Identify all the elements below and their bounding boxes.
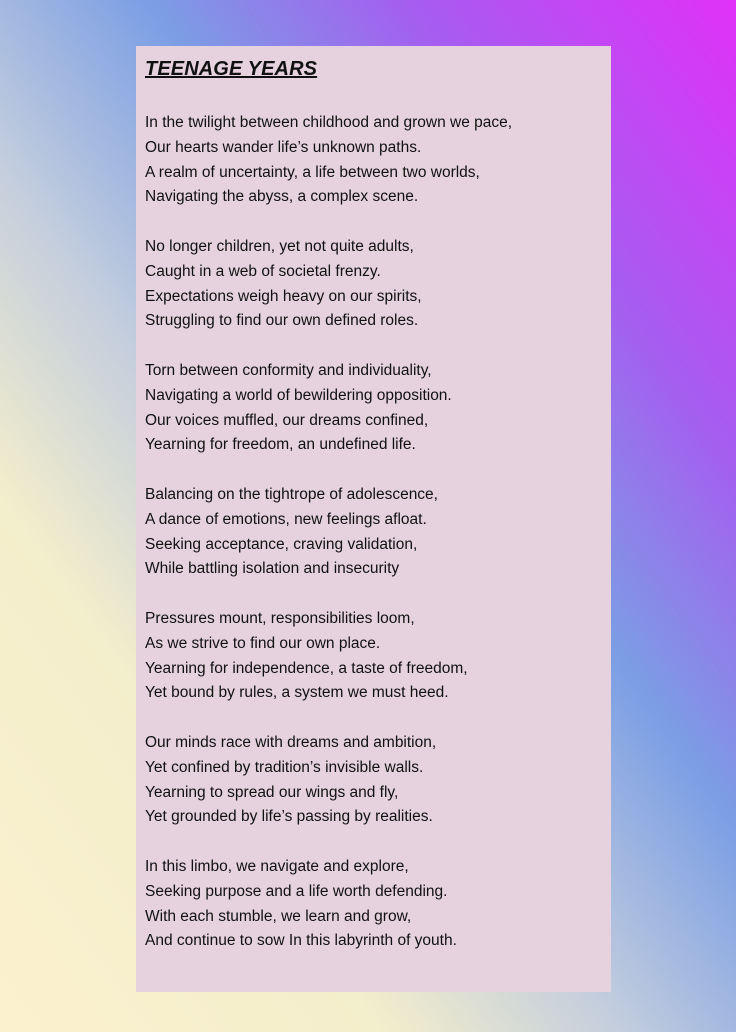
stanza: [145, 855, 611, 954]
poem-line: A dance of emotions, new feelings afloat.: [145, 510, 427, 528]
poem-line: Yet confined by tradition’s invisible walls.: [145, 758, 424, 776]
poem-line: Yet grounded by life’s passing by realities.: [145, 808, 433, 826]
poem-line: In this limbo, we navigate and explore,: [145, 857, 409, 875]
poem-line: Struggling to find our own defined roles.: [145, 312, 419, 330]
poem-line: A realm of uncertainty, a life between two worlds,: [145, 163, 480, 181]
poem-line: As we strive to find our own place.: [145, 634, 381, 652]
poem-line: Seeking purpose and a life worth defending.: [145, 882, 448, 900]
poem-line: No longer children, yet not quite adults,: [145, 237, 414, 255]
poem-line: Yearning to spread our wings and fly,: [145, 783, 399, 801]
poem-line: Torn between conformity and individuality,: [145, 361, 432, 379]
poem-line: Navigating the abyss, a complex scene.: [145, 188, 419, 206]
poem-title: TEENAGE YEARS: [145, 58, 318, 80]
poem-line: Yet bound by rules, a system we must heed.: [145, 684, 449, 702]
poem-line: Seeking acceptance, craving validation,: [145, 535, 418, 553]
poem-line: And continue to sow In this labyrinth of youth.: [145, 932, 457, 950]
poem-line: In the twilight between childhood and grown we pace,: [145, 114, 513, 131]
poem-line: Pressures mount, responsibilities loom,: [145, 609, 415, 627]
stanza: [145, 359, 611, 458]
poem-line: Yearning for freedom, an undefined life.: [145, 436, 416, 454]
poem-line: Our minds race with dreams and ambition,: [145, 733, 437, 751]
poem-line: Caught in a web of societal frenzy.: [145, 262, 381, 280]
poem-line: Navigating a world of bewildering opposition.: [145, 386, 452, 404]
stanza: [145, 731, 611, 830]
poem-line: Balancing on the tightrope of adolescence,: [145, 485, 438, 503]
poem-line: Expectations weigh heavy on our spirits,: [145, 287, 422, 305]
stanza: [145, 483, 611, 582]
stanza: [145, 235, 611, 334]
poem-line: Our hearts wander life’s unknown paths.: [145, 138, 422, 156]
stanza: [145, 111, 611, 210]
poem-line: Yearning for independence, a taste of freedom,: [145, 659, 468, 677]
poem-card: [136, 46, 611, 992]
stanza: [145, 607, 611, 706]
poem-body: [145, 111, 611, 954]
poem-line: Our voices muffled, our dreams confined,: [145, 411, 429, 429]
poem-line: While battling isolation and insecurity: [145, 560, 400, 578]
poem-line: With each stumble, we learn and grow,: [145, 907, 412, 925]
